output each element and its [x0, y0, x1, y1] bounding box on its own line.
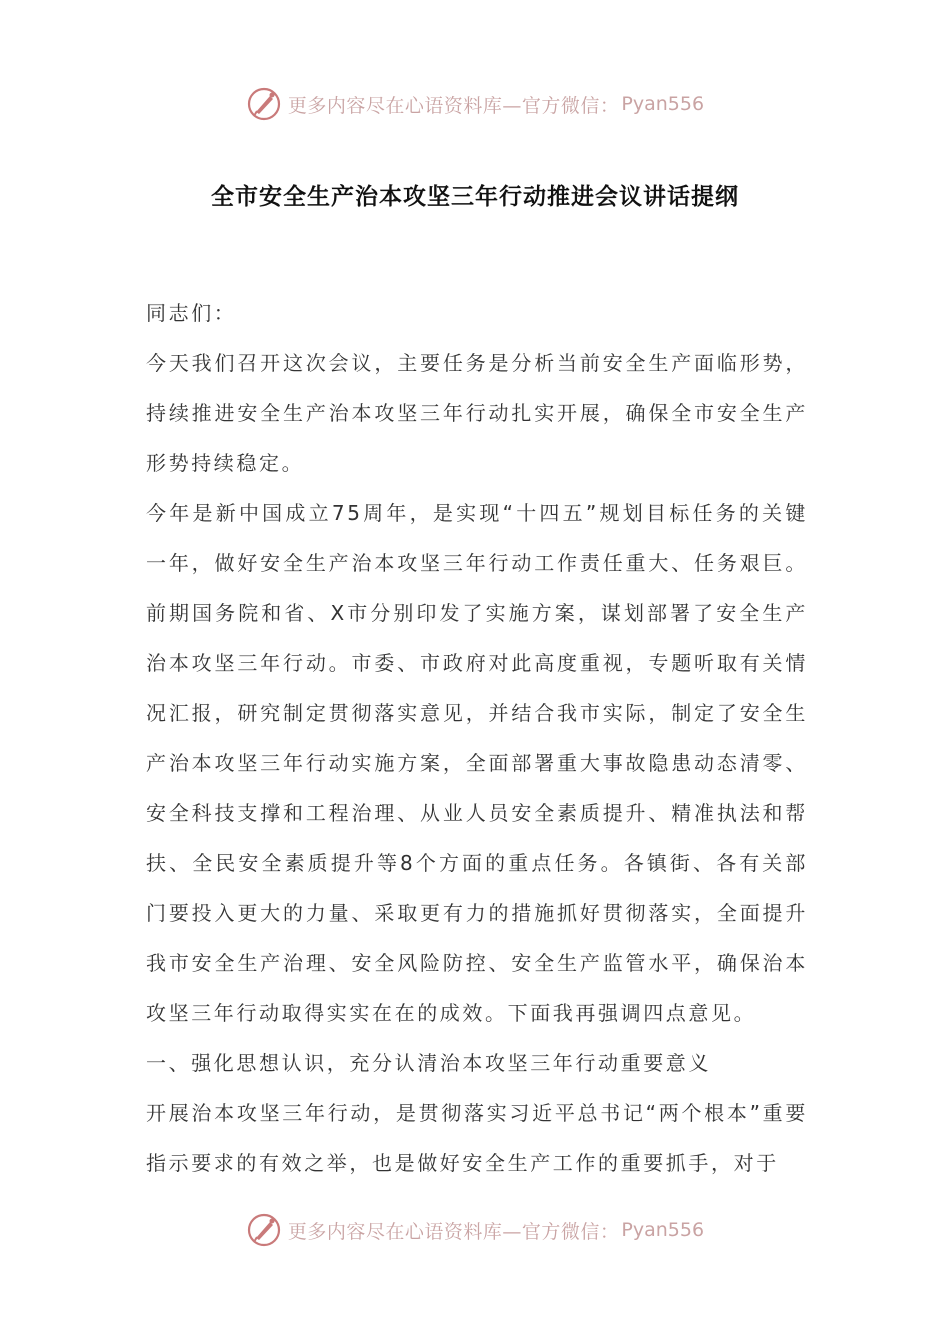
paragraph: 今年是新中国成立75周年，是实现“十四五”规划目标任务的关键一年，做好安全生产治本攻坚三年行动工作责任重大、任务艰巨。前期国务院和省、X市分别印发了实施方案，谋划部署了安全生产治本攻坚三年行动。市委、市政府对此高度重视，专题听取有关情况汇报，研究制定贯彻落实意见，并结合我市实际，制定了安全生产治本攻坚三年行动实施方案，全面部署重大事故隐患动态清零、安全科技支撑和工程治理、从业人员安全素质提升、精准执法和帮扶、全民安全素质提升等8个方面的重点任务。各镇街、各有关部门要投入更大的力量、采取更有力的措施抓好贯彻落实，全面提升我市安全生产治理、安全风险防控、安全生产监管水平，确保治本攻坚三年行动取得实实在在的成效。下面我再强调四点意见。 — [146, 501, 808, 1025]
watermark-banner-bottom — [0, 1208, 950, 1252]
document-title: 全市安全生产治本攻坚三年行动推进会议讲话提纲 — [211, 184, 739, 210]
salutation: 同志们： — [146, 301, 237, 325]
wechat-id: Pyan556 — [621, 93, 705, 115]
section-heading: 一、强化思想认识，充分认清治本攻坚三年行动重要意义 — [146, 1051, 711, 1075]
paragraph: 今天我们召开这次会议，主要任务是分析当前安全生产面临形势，持续推进安全生产治本攻坚三年行动扎实开展，确保全市安全生产形势持续稳定。 — [146, 351, 808, 475]
wechat-id: Pyan556 — [621, 1219, 705, 1241]
watermark-text: 更多内容尽在心语资料库—官方微信： — [287, 1220, 620, 1243]
watermark-text: 更多内容尽在心语资料库—官方微信： — [287, 94, 620, 117]
watermark-banner-top — [0, 82, 950, 126]
paragraph: 开展治本攻坚三年行动，是贯彻落实习近平总书记“两个根本”重要指示要求的有效之举，也是做好安全生产工作的重要抓手，对于 — [146, 1101, 808, 1175]
document-body — [146, 288, 808, 1188]
quill-pen-icon — [246, 86, 282, 122]
quill-pen-icon — [246, 1212, 282, 1248]
